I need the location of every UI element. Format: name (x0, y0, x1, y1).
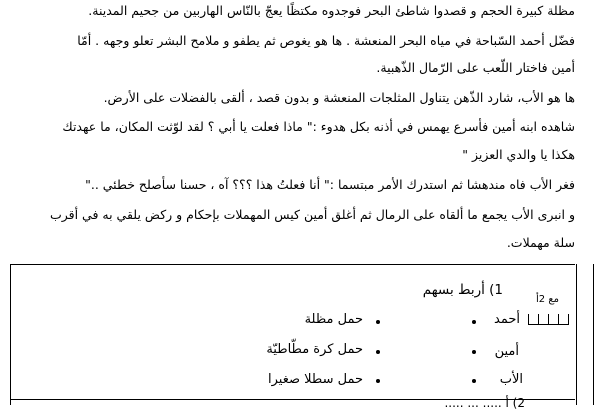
table-left-border (10, 264, 11, 405)
story-line-9: سلة مهملات. (506, 235, 575, 250)
exercise-title: 1) أربط بسهم (422, 282, 503, 298)
bullet-ahmed (472, 320, 476, 324)
action-ball: حمل كرة مطّاطيّة (266, 342, 363, 357)
bullet-father (472, 379, 476, 383)
bullet-ball (376, 350, 380, 354)
story-line-1: مظلة كبيرة الحجم و قصدوا شاطئ البحر فوجدوه مكتظًا يعجّ بالنّاس الهاربين من جحيم المدينة. (88, 3, 575, 18)
story-line-5: شاهده ابنه أمين فأسرع يهمس في أذنه بكل هدوء :" ماذا فعلت يا أبي ؟ لقد لوّثت المكان، ما عهدتك (62, 119, 575, 134)
bullet-amine (472, 350, 476, 354)
story-line-8: و انبرى الأب يجمع ما ألقاه على الرمال ثم أغلق أمين كيس المهملات بإحكام و ركض يلقي به في أقرب (49, 207, 575, 222)
table-column-divider (576, 264, 577, 405)
table-right-border (593, 264, 594, 405)
name-father: الأب (499, 372, 523, 387)
action-umbrella: حمل مظلة (304, 312, 363, 327)
bullet-bucket (376, 379, 380, 383)
bullet-umbrella (376, 320, 380, 324)
criterion-label: مع 2أ (536, 294, 560, 305)
story-line-4: ها هو الأب، شارد الذّهن يتناول المثلجات المنعشة و بدون قصد ، ألقى بالفضلات على الأرض. (103, 90, 575, 105)
story-line-2: فضّل أحمد السّباحة في مياه البحر المنعشة . ها هو يغوص ثم يطفو و ملامح البشر تعلو وجهه . أمّا (77, 33, 575, 48)
story-line-6: هكذا يا والدي العزيز " (462, 147, 575, 162)
table-top-border (10, 264, 575, 265)
next-question-partial: 2) أ ..... ... ..... (444, 396, 525, 410)
score-box-right-edge (558, 314, 569, 324)
name-amine: أمين (494, 344, 519, 359)
action-bucket: حمل سطلا صغيرا (268, 372, 363, 387)
story-line-3: أمين فاختار اللّعب على الرّمال الذّهبية. (376, 60, 575, 75)
name-ahmed: أحمد (494, 312, 520, 327)
story-line-7: فغر الأب فاه مندهشا ثم استدرك الأمر مبتسما :" أنا فعلتُ هذا ؟؟؟ آه ، حسنا سأصلح خطئي .." (85, 177, 575, 192)
